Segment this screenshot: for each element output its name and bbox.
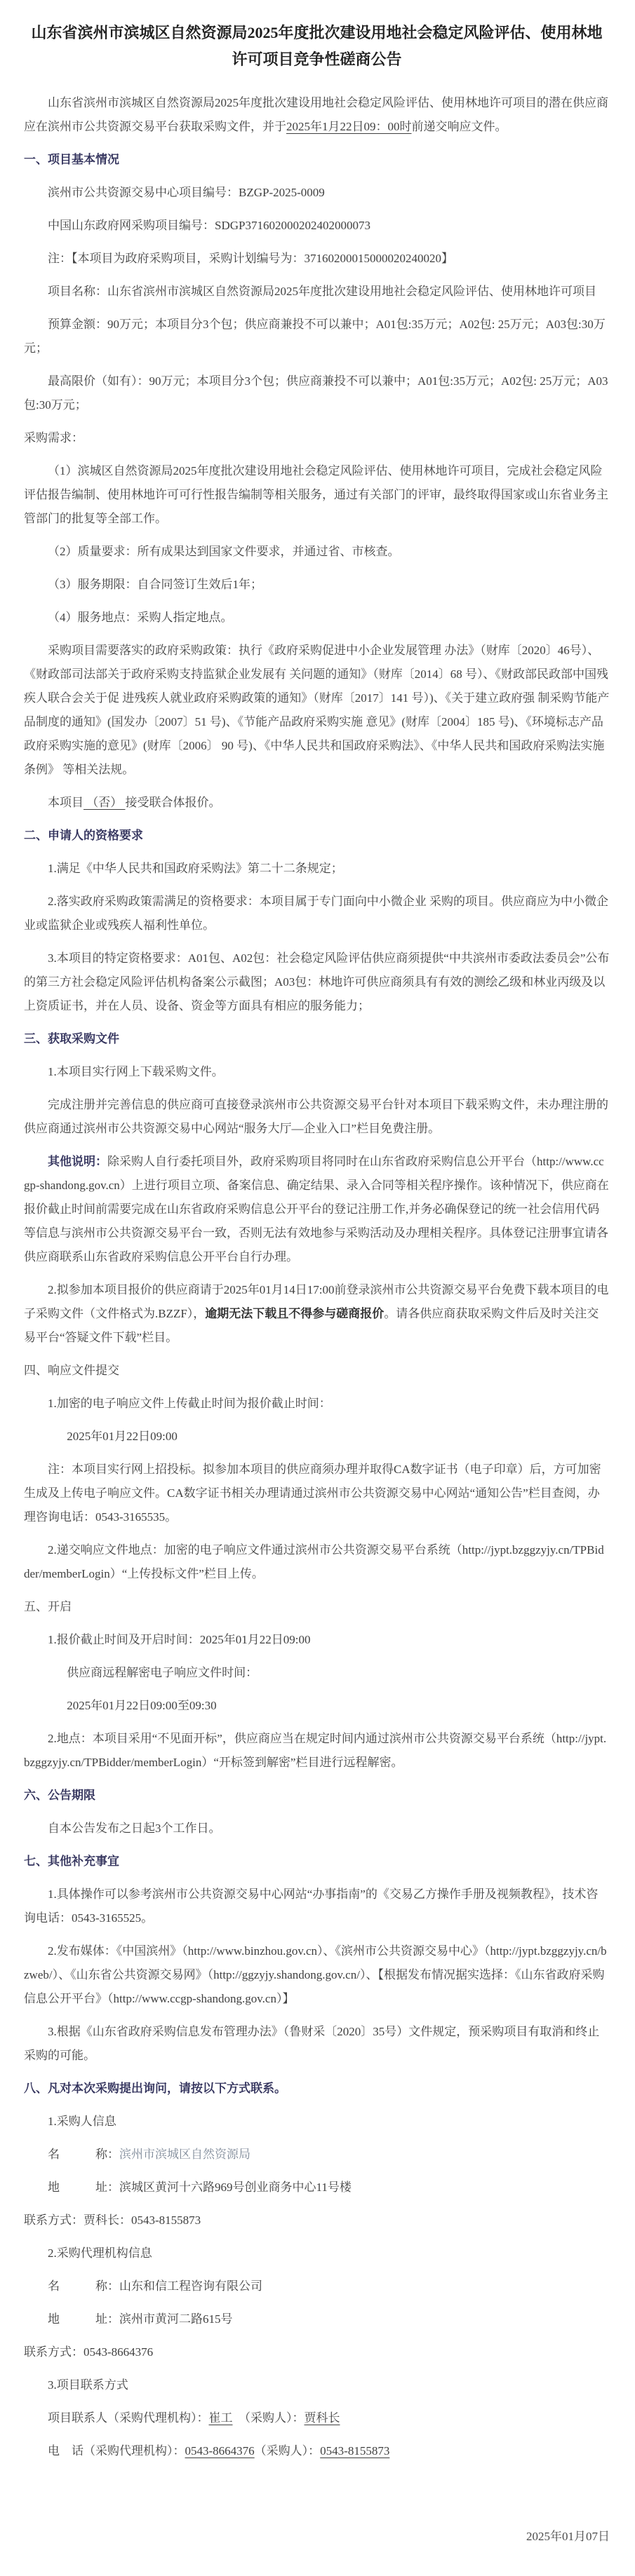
text-segment: （3）服务期限：自合同签订生效后1年； (48, 578, 262, 591)
text-segment: 自本公告发布之日起3个工作日。 (48, 1822, 221, 1835)
section-5-heading (24, 1595, 610, 1619)
supplement-1 (24, 1883, 610, 1930)
text-segment: 名 称： (48, 2148, 119, 2161)
text-segment: 其他说明： (48, 1155, 107, 1168)
agency-info-label (24, 2242, 610, 2265)
text-segment: 1.加密的电子响应文件上传截止时间为报价截止时间： (48, 1397, 331, 1410)
text-segment: 山东省滨州市滨城区自然资源局2025年度批次建设用地社会稳定风险评估、使用林地许可项目的潜在供应商应在滨州市公共资源交易平台获取采购文件，并于 (24, 96, 608, 133)
text-segment: 2.采购代理机构信息 (48, 2246, 152, 2260)
page-title: 山东省滨州市滨城区自然资源局2025年度批次建设用地社会稳定风险评估、使用林地许可项目竞争性磋商公告 (31, 24, 603, 68)
text-segment: 3.项目联系方式 (48, 2378, 128, 2392)
text-segment: 崔工 (208, 2411, 233, 2425)
text-segment: 0543-8664376 (185, 2444, 255, 2458)
text-segment: 本项目 (48, 796, 83, 809)
trade-center-project-no (24, 181, 610, 205)
text-segment: 六、公告期限 (24, 1789, 95, 1802)
budget-amount (24, 313, 610, 360)
section-1-heading (24, 148, 610, 172)
sdgp-project-no (24, 214, 610, 238)
intro-paragraph (24, 91, 610, 139)
section-7-heading (24, 1850, 610, 1873)
decrypt-time-value (24, 1694, 610, 1718)
submit-deadline-label (24, 1392, 610, 1416)
open-location (24, 1727, 610, 1775)
text-segment: 2.拟参加本项目报价的供应商请于2025年01月14日17:00前登录滨州市公共资源交易平台免费下载本项目的电子采购文件（文件格式为.BZZF）， (24, 1283, 609, 1320)
section-6-heading (24, 1784, 610, 1808)
text-segment: 名 称：山东和信工程咨询有限公司 (48, 2279, 262, 2293)
section-3-heading (24, 1027, 610, 1051)
obtain-doc-register (24, 1093, 610, 1141)
text-segment: 前递交响应文件。 (411, 120, 507, 133)
agency-contact (24, 2340, 610, 2364)
text-segment: 1.采购人信息 (48, 2115, 116, 2128)
demand-item-4 (24, 606, 610, 630)
text-segment: 1.报价截止时间及开启时间：2025年01月22日09:00 (48, 1633, 311, 1646)
text-segment: 0543-8155873 (320, 2444, 390, 2458)
other-note (24, 1150, 610, 1269)
text-segment: 2025年01月22日09:00至09:30 (67, 1699, 217, 1712)
project-contact-phones (24, 2439, 610, 2463)
purchaser-address (24, 2176, 610, 2199)
text-segment: 贾科长 (304, 2411, 340, 2425)
text-segment: 滨州市滨城区自然资源局 (119, 2148, 250, 2161)
text-segment: 预算金额：90万元；本项目分3个包；供应商兼投不可以兼中；A01包:35万元；A02包: 25万元；A03包:30万元； (24, 318, 606, 355)
document-body (24, 91, 610, 2549)
consortium-clause (24, 791, 610, 815)
text-segment: 四、响应文件提交 (24, 1364, 119, 1377)
text-segment: 地 址：滨城区黄河十六路969号创业商务中心11号楼 (48, 2181, 352, 2194)
text-segment: 1.具体操作可以参考滨州市公共资源交易中心网站“办事指南”的《交易乙方操作手册及视频教程》，技术咨询电话：0543-3165525。 (24, 1887, 599, 1925)
text-segment: 注：【本项目为政府采购项目，采购计划编号为：37160200015000020240020】 (48, 252, 453, 265)
publish-date (24, 2525, 610, 2549)
qualification-3 (24, 947, 610, 1018)
text-segment: 1.本项目实行网上下载采购文件。 (48, 1065, 224, 1078)
plan-no-note (24, 247, 610, 271)
text-segment: 一、项目基本情况 (24, 153, 119, 166)
submit-location (24, 1538, 610, 1586)
text-segment: 。请各供应商获取采购文件后及时关注交易平台“答疑文件下载”栏目。 (24, 1307, 599, 1344)
project-contact-persons (24, 2406, 610, 2430)
purchaser-name (24, 2143, 610, 2167)
text-segment: 五、开启 (24, 1600, 72, 1613)
agency-address (24, 2307, 610, 2331)
purchaser-info-label (24, 2110, 610, 2134)
text-segment: （1）滨城区自然资源局2025年度批次建设用地社会稳定风险评估、使用林地许可项目，完成社会稳定风险评估报告编制、使用林地许可可行性报告编制等相关服务，通过有关部门的评审，最终取得国家或山东省业务主管部门的批复等全部工作。 (24, 464, 608, 525)
purchaser-contact (24, 2209, 610, 2232)
text-segment: （4）服务地点：采购人指定地点。 (48, 611, 233, 624)
open-time (24, 1628, 610, 1652)
section-4-heading (24, 1359, 610, 1383)
project-name (24, 280, 610, 304)
text-segment: 采购需求： (24, 431, 83, 445)
text-segment: 2025年1月22日09：00时 (286, 120, 412, 133)
agency-name (24, 2275, 610, 2298)
text-segment: 项目联系人（采购代理机构）： (48, 2411, 209, 2425)
text-segment: 3.本项目的特定资格要求：A01包、A02包：社会稳定风险评估供应商须提供“中共滨州市委政法委员会”公布的第三方社会稳定风险评估机构备案公示截图；A03包：林地许可供应商须具有有效的测绘乙级和林业丙级及以上资质证书，并在人员、设备、资金等方面具有相应的服务能力； (24, 951, 610, 1012)
text-segment: 八、凡对本次采购提出询问，请按以下方式联系。 (24, 2082, 286, 2095)
text-segment: 2025年01月22日09:00 (67, 1430, 178, 1443)
text-segment: 1.满足《中华人民共和国政府采购法》第二十二条规定； (48, 862, 343, 875)
supplement-2 (24, 1939, 610, 2011)
text-segment: 项目名称：山东省滨州市滨城区自然资源局2025年度批次建设用地社会稳定风险评估、使用林地许可项目 (48, 285, 596, 298)
text-segment: 完成注册并完善信息的供应商可直接登录滨州市公共资源交易平台针对本项目下载采购文件，未办理注册的供应商通过滨州市公共资源交易中心网站“服务大厅—企业入口”栏目免费注册。 (24, 1098, 608, 1135)
text-segment: 注：本项目实行网上招投标。拟参加本项目的供应商须办理并取得CA数字证书（电子印章）后，方可加密生成及上传电子响应文件。CA数字证书相关办理请通过滨州市公共资源交易中心网站“通知公告”栏目查阅，办理咨询电话：0543-3165535。 (24, 1463, 601, 1524)
ca-note (24, 1458, 610, 1529)
decrypt-time-label (24, 1661, 610, 1685)
text-segment: 最高限价（如有）：90万元；本项目分3个包；供应商兼投不可以兼中；A01包:35万元；A02包: 25万元；A03包:30万元； (24, 374, 608, 412)
text-segment: 2.递交响应文件地点：加密的电子响应文件通过滨州市公共资源交易平台系统（http://jypt.bzggzyjy.cn/TPBidder/memberLogin）“上传投标文件”栏目上传。 (24, 1543, 604, 1580)
procurement-demand-label (24, 426, 610, 450)
text-segment: 2.发布媒体：《中国滨州》（http://www.binzhou.gov.cn）、《滨州市公共资源交易中心》（http://jypt.bzggzyjy.cn/bzweb/）、《山东省公共资源交易网》（http://ggzyjy.shandong.gov.cn/）、【根据发布情况据实选择：《山东省政府采购信息公开平台》（http://www.ccgp-shandong.gov.cn）】 (24, 1944, 607, 2005)
submit-deadline-time (24, 1425, 610, 1449)
text-segment: 联系方式：贾科长：0543-8155873 (24, 2214, 201, 2227)
text-segment: 七、其他补充事宜 (24, 1855, 119, 1868)
policy-paragraph (24, 639, 610, 782)
text-segment: 供应商远程解密电子响应文件时间： (67, 1666, 258, 1679)
text-segment: 接受联合体报价。 (125, 796, 221, 809)
text-segment: 采购项目需要落实的政府采购政策：执行《政府采购促进中小企业发展管理 办法》（财库〔2020〕46号）、《财政部司法部关于政府采购支持监狱企业发展有 关问题的通知》（财库〔2014〕68 号）、《财政部民政部中国残疾人联合会关于促 进残疾人就业政府采购政策的通知》（财库〔2017〕141 号）)、《关于建立政府强 制采购节能产品制度的通知》(国发办〔2007〕51 号)、《节能产品政府采购实施 意见》(财库〔2004〕185 号)、《环境标志产品政府采购实施的意见》(财库〔2006〕 90 号)、《中华人民共和国政府采购法》、《中华人民共和国政府采购法实施条例》 等相关法规。 (24, 644, 610, 776)
text-segment: 联系方式：0543-8664376 (24, 2345, 154, 2359)
supplement-3 (24, 2020, 610, 2068)
text-segment: 2025年01月07日 (526, 2530, 610, 2543)
demand-item-3 (24, 573, 610, 597)
max-price (24, 370, 610, 417)
demand-item-1 (24, 459, 610, 531)
demand-item-2 (24, 540, 610, 564)
section-2-heading (24, 824, 610, 848)
text-segment: 三、获取采购文件 (24, 1032, 119, 1045)
text-segment: （采购人）： (232, 2411, 305, 2425)
text-segment: 2.地点：本项目采用“不见面开标”，供应商应当在规定时间内通过滨州市公共资源交易平台系统（http://jypt.bzggzyjy.cn/TPBidder/memberLogin）“开标签到解密”栏目进行远程解密。 (24, 1732, 607, 1769)
text-segment: 滨州市公共资源交易中心项目编号：BZGP-2025-0009 (48, 186, 325, 199)
text-segment: 中国山东政府网采购项目编号：SDGP371602000202402000073 (48, 219, 370, 232)
qualification-1 (24, 857, 610, 881)
text-segment: （2）质量要求：所有成果达到国家文件要求，并通过省、市核查。 (48, 545, 400, 558)
text-segment: 二、申请人的资格要求 (24, 829, 143, 842)
text-segment: （否） (83, 796, 126, 809)
text-segment: 除采购人自行委托项目外，政府采购项目将同时在山东省政府采购信息公开平台（http://www.ccgp-shandong.gov.cn）上进行项目立项、备案信息、确定结果、录入合同等相关程序操作。该种情况下，供应商在报价截止时间前需要完成在山东省政府采购信息公开平台的登记注册工作,并务必确保登记的统一社会信用代码等信息与滨州市公共资源交易平台一致，否则无法有效地参与采购活动及办理相关程序。具体登记注册事宜请各供应商联系山东省政府采购信息公开平台自行办理。 (24, 1155, 609, 1263)
text-segment: 逾期无法下载且不得参与磋商报价 (205, 1307, 385, 1320)
section-8-heading (24, 2077, 610, 2101)
obtain-doc-2 (24, 1278, 610, 1350)
obtain-doc-1 (24, 1060, 610, 1084)
qualification-2 (24, 890, 610, 937)
text-segment: 地 址：滨州市黄河二路615号 (48, 2312, 233, 2326)
text-segment: 3.根据《山东省政府采购信息发布管理办法》（鲁财采〔2020〕35号）文件规定，预采购项目有取消和终止采购的可能。 (24, 2025, 600, 2062)
text-segment: （采购人）： (254, 2444, 321, 2458)
text-segment: 电 话（采购代理机构）： (48, 2444, 185, 2458)
text-segment: 2.落实政府采购政策需满足的资格要求：本项目属于专门面向中小微企业 采购的项目。供应商应为中小微企业或监狱企业或残疾人福利性单位。 (24, 895, 608, 932)
announcement-period (24, 1817, 610, 1841)
project-contact-label (24, 2373, 610, 2397)
